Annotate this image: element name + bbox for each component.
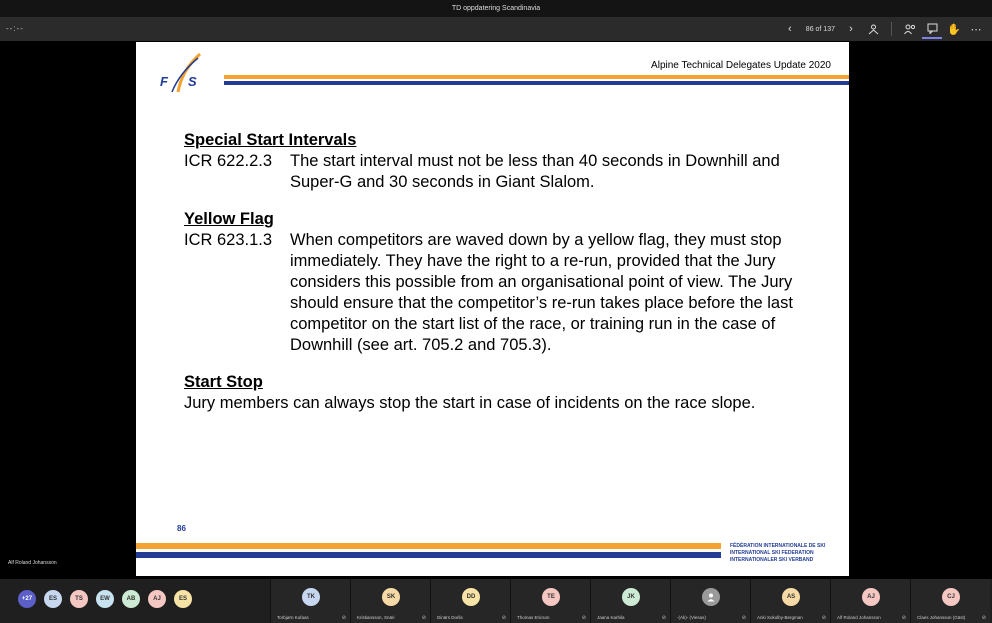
participant-name: Thomas Ericson: [517, 615, 550, 620]
footer-line: FÉDÉRATION INTERNATIONALE DE SKI: [730, 543, 826, 549]
mic-muted-icon: ⊘: [901, 615, 906, 621]
next-slide-icon[interactable]: ›: [849, 23, 853, 35]
participant-avatar-row: [18, 590, 192, 608]
section-title-yellow-flag: Yellow Flag: [184, 210, 274, 228]
participant-avatar: CJ: [942, 588, 960, 606]
participant-avatar[interactable]: AB: [122, 590, 140, 608]
participant-avatar[interactable]: ES: [44, 590, 62, 608]
more-participants-badge[interactable]: +27: [18, 590, 36, 608]
mic-muted-icon: ⊘: [981, 615, 986, 621]
toolbar-controls: [780, 17, 986, 41]
participant-avatar[interactable]: EW: [96, 590, 114, 608]
participant-tile[interactable]: [350, 579, 430, 623]
participants-bar: [0, 579, 992, 623]
participant-avatar: TK: [302, 588, 320, 606]
participant-tile[interactable]: [510, 579, 590, 623]
participant-name: Dinärs Dorlis: [437, 615, 463, 620]
rule-text: Jury members can always stop the start in case of incidents on the race slope.: [184, 394, 756, 412]
participant-avatar: TE: [542, 588, 560, 606]
shared-slide: [136, 42, 849, 576]
header-caption: Alpine Technical Delegates Update 2020: [651, 60, 831, 71]
participant-tile[interactable]: [670, 579, 750, 623]
chat-icon[interactable]: [922, 19, 942, 39]
prev-slide-icon[interactable]: ‹: [787, 23, 792, 35]
participant-name: -(Ak)- (Viesas): [677, 615, 706, 620]
participant-avatar: DD: [462, 588, 480, 606]
slide-content: [184, 130, 824, 414]
more-options-icon[interactable]: ⋯: [970, 23, 982, 36]
participant-name: Kristiansson, Snäri: [357, 615, 395, 620]
footer-stripes: [136, 543, 721, 558]
section-title-start-stop: Start Stop: [184, 373, 263, 391]
participant-avatar[interactable]: TS: [70, 590, 88, 608]
participant-tile[interactable]: [270, 579, 350, 623]
mic-muted-icon: ⊘: [421, 615, 426, 621]
mic-muted-icon: ⊘: [501, 615, 506, 621]
participant-name: Alf Roland Johansson: [837, 615, 881, 620]
federation-footer: [730, 543, 825, 564]
participant-tile[interactable]: [830, 579, 910, 623]
participant-name: Claes Johansson (Gäst): [917, 615, 966, 620]
slide-number: 86: [177, 524, 186, 533]
participant-tiles: [270, 579, 990, 623]
toolbar-divider: [891, 22, 892, 36]
page-indicator: 86 of 137: [805, 25, 835, 33]
participant-name: Jaana Karhila: [597, 615, 625, 620]
mic-muted-icon: ⊘: [341, 615, 346, 621]
participant-avatar: AJ: [862, 588, 880, 606]
rule-text: When competitors are waved down by a yellow flag, they must stop immediately. They have the right to a re-run, provided that the Jury considers this possible from an organisational point of view. The Jury should ensure that the competitor’s re-run takes place before the last competitor on the start list of the race, or training run in the case of Downhill (see art. 705.2 and 705.3).: [290, 231, 793, 354]
participant-tile[interactable]: [750, 579, 830, 623]
participant-tile[interactable]: [910, 579, 990, 623]
mic-muted-icon: ⊘: [821, 615, 826, 621]
rule-code: ICR 622.2.3: [184, 152, 273, 170]
section-title-special-start: Special Start Intervals: [184, 131, 357, 149]
participant-tile[interactable]: [590, 579, 670, 623]
footer-line: INTERNATIONALER SKI VERBAND: [730, 557, 814, 563]
person-icon: [702, 588, 720, 606]
rule-code: ICR 623.1.3: [184, 231, 273, 249]
svg-text:S: S: [188, 74, 197, 89]
rule-row: [184, 151, 824, 193]
footer-line: INTERNATIONAL SKI FEDERATION: [730, 550, 814, 556]
participant-tile[interactable]: [430, 579, 510, 623]
participant-name: Torbjørn Kufaas: [277, 615, 309, 620]
participant-name: Anki Sokolby-Bergman: [757, 615, 803, 620]
rule-text: The start interval must not be less than 40 seconds in Downhill and Super-G and 30 seconds in Giant Slalom.: [290, 152, 780, 191]
window-title: TD oppdatering Scandinavia: [0, 0, 992, 17]
participants-icon[interactable]: [900, 19, 920, 39]
svg-text:F: F: [160, 74, 168, 89]
presenter-name: Alf Roland Johansson: [8, 560, 57, 566]
participant-avatar: AS: [782, 588, 800, 606]
meeting-toolbar: [0, 17, 992, 41]
mic-muted-icon: ⊘: [581, 615, 586, 621]
mic-muted-icon: ⊘: [741, 615, 746, 621]
participant-avatar: SK: [382, 588, 400, 606]
participant-avatar[interactable]: ES: [174, 590, 192, 608]
meeting-timer: --:--: [6, 24, 24, 33]
participant-avatar: JK: [622, 588, 640, 606]
fis-logo: [158, 50, 214, 94]
mic-muted-icon: ⊘: [661, 615, 666, 621]
rule-row: [184, 230, 824, 356]
header-stripes: [224, 75, 849, 85]
participant-avatar[interactable]: AJ: [148, 590, 166, 608]
raise-hand-icon[interactable]: ✋: [947, 23, 961, 36]
presenter-view-icon[interactable]: [863, 19, 883, 39]
